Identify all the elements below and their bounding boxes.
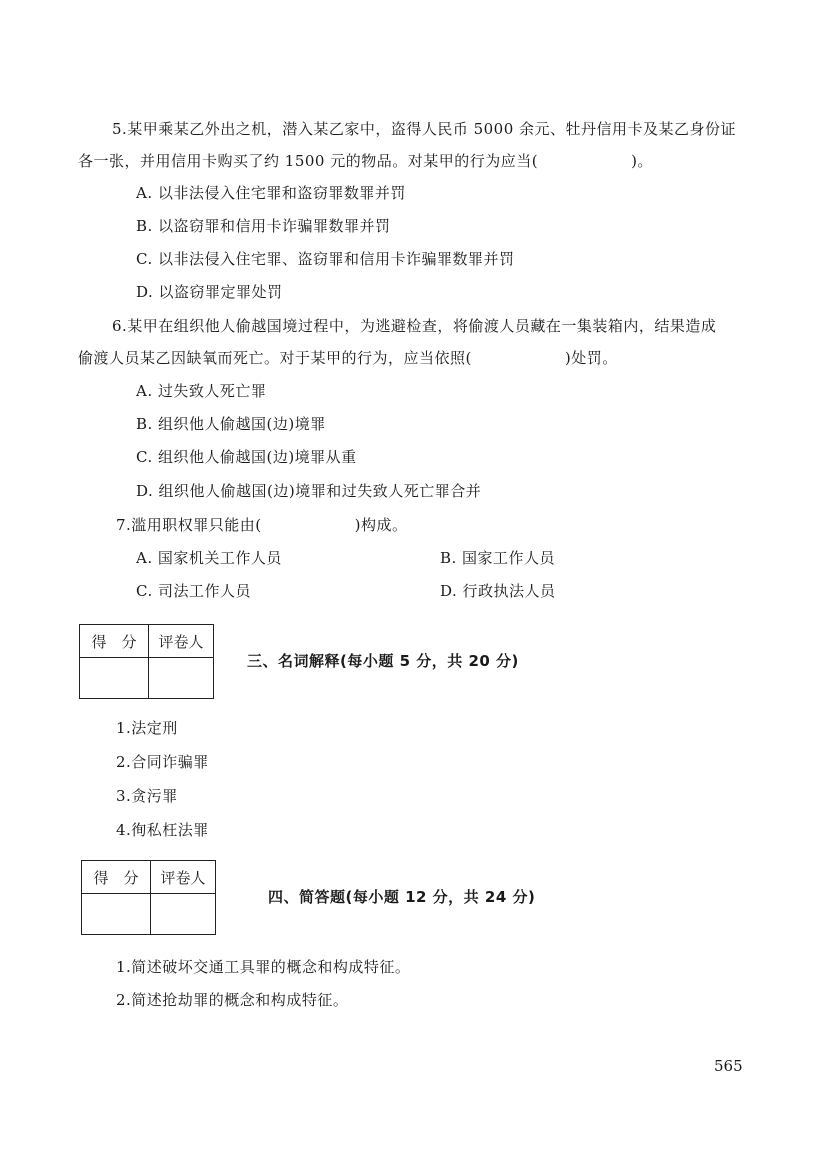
q6-option-c: C. 组织他人偷越国(边)境罪从重	[136, 448, 357, 466]
page-number: 565	[714, 1057, 743, 1075]
score-box-section4	[81, 860, 216, 935]
q7-option-d: D. 行政执法人员	[440, 582, 556, 600]
section3-item-4: 4.徇私枉法罪	[116, 821, 209, 839]
score-cell[interactable]	[82, 894, 151, 935]
section3-item-2: 2.合同诈骗罪	[116, 753, 209, 771]
grader-cell[interactable]	[149, 658, 214, 699]
q5-option-a: A. 以非法侵入住宅罪和盗窃罪数罪并罚	[136, 184, 406, 202]
score-label: 得 分	[80, 625, 149, 658]
section4-item-1: 1.简述破坏交通工具罪的概念和构成特征。	[116, 958, 411, 976]
q6-option-b: B. 组织他人偷越国(边)境罪	[136, 415, 326, 433]
q6-option-d: D. 组织他人偷越国(边)境罪和过失致人死亡罪合并	[136, 482, 482, 500]
q5-option-d: D. 以盗窃罪定罪处罚	[136, 283, 283, 301]
section3-item-1: 1.法定刑	[116, 719, 178, 737]
q5-stem-line2: 各一张，并用信用卡购买了约 1500 元的物品。对某甲的行为应当( )。	[78, 152, 653, 170]
section3-item-3: 3.贪污罪	[116, 787, 178, 805]
grader-label: 评卷人	[149, 625, 214, 658]
q5-option-b: B. 以盗窃罪和信用卡诈骗罪数罪并罚	[136, 217, 391, 235]
q6-stem-line2: 偷渡人员某乙因缺氧而死亡。对于某甲的行为，应当依照( )处罚。	[78, 349, 618, 367]
score-box-section3	[79, 624, 214, 699]
q5-stem-line1: 5.某甲乘某乙外出之机，潜入某乙家中，盗得人民币 5000 余元、牡丹信用卡及某乙身份证	[112, 120, 737, 138]
score-label: 得 分	[82, 861, 151, 894]
section4-title: 四、简答题(每小题 12 分，共 24 分)	[268, 888, 536, 906]
q7-option-b: B. 国家工作人员	[440, 549, 556, 567]
grader-label: 评卷人	[151, 861, 216, 894]
q5-option-c: C. 以非法侵入住宅罪、盗窃罪和信用卡诈骗罪数罪并罚	[136, 250, 515, 268]
section4-item-2: 2.简述抢劫罪的概念和构成特征。	[116, 991, 349, 1009]
q7-option-c: C. 司法工作人员	[136, 582, 251, 600]
q6-stem-line1: 6.某甲在组织他人偷越国境过程中，为逃避检查，将偷渡人员藏在一集装箱内，结果造成	[112, 317, 717, 335]
q7-option-a: A. 国家机关工作人员	[136, 549, 282, 567]
score-cell[interactable]	[80, 658, 149, 699]
section3-title: 三、名词解释(每小题 5 分，共 20 分)	[247, 652, 519, 670]
q6-option-a: A. 过失致人死亡罪	[136, 382, 267, 400]
grader-cell[interactable]	[151, 894, 216, 935]
q7-stem: 7.滥用职权罪只能由( )构成。	[116, 516, 408, 534]
